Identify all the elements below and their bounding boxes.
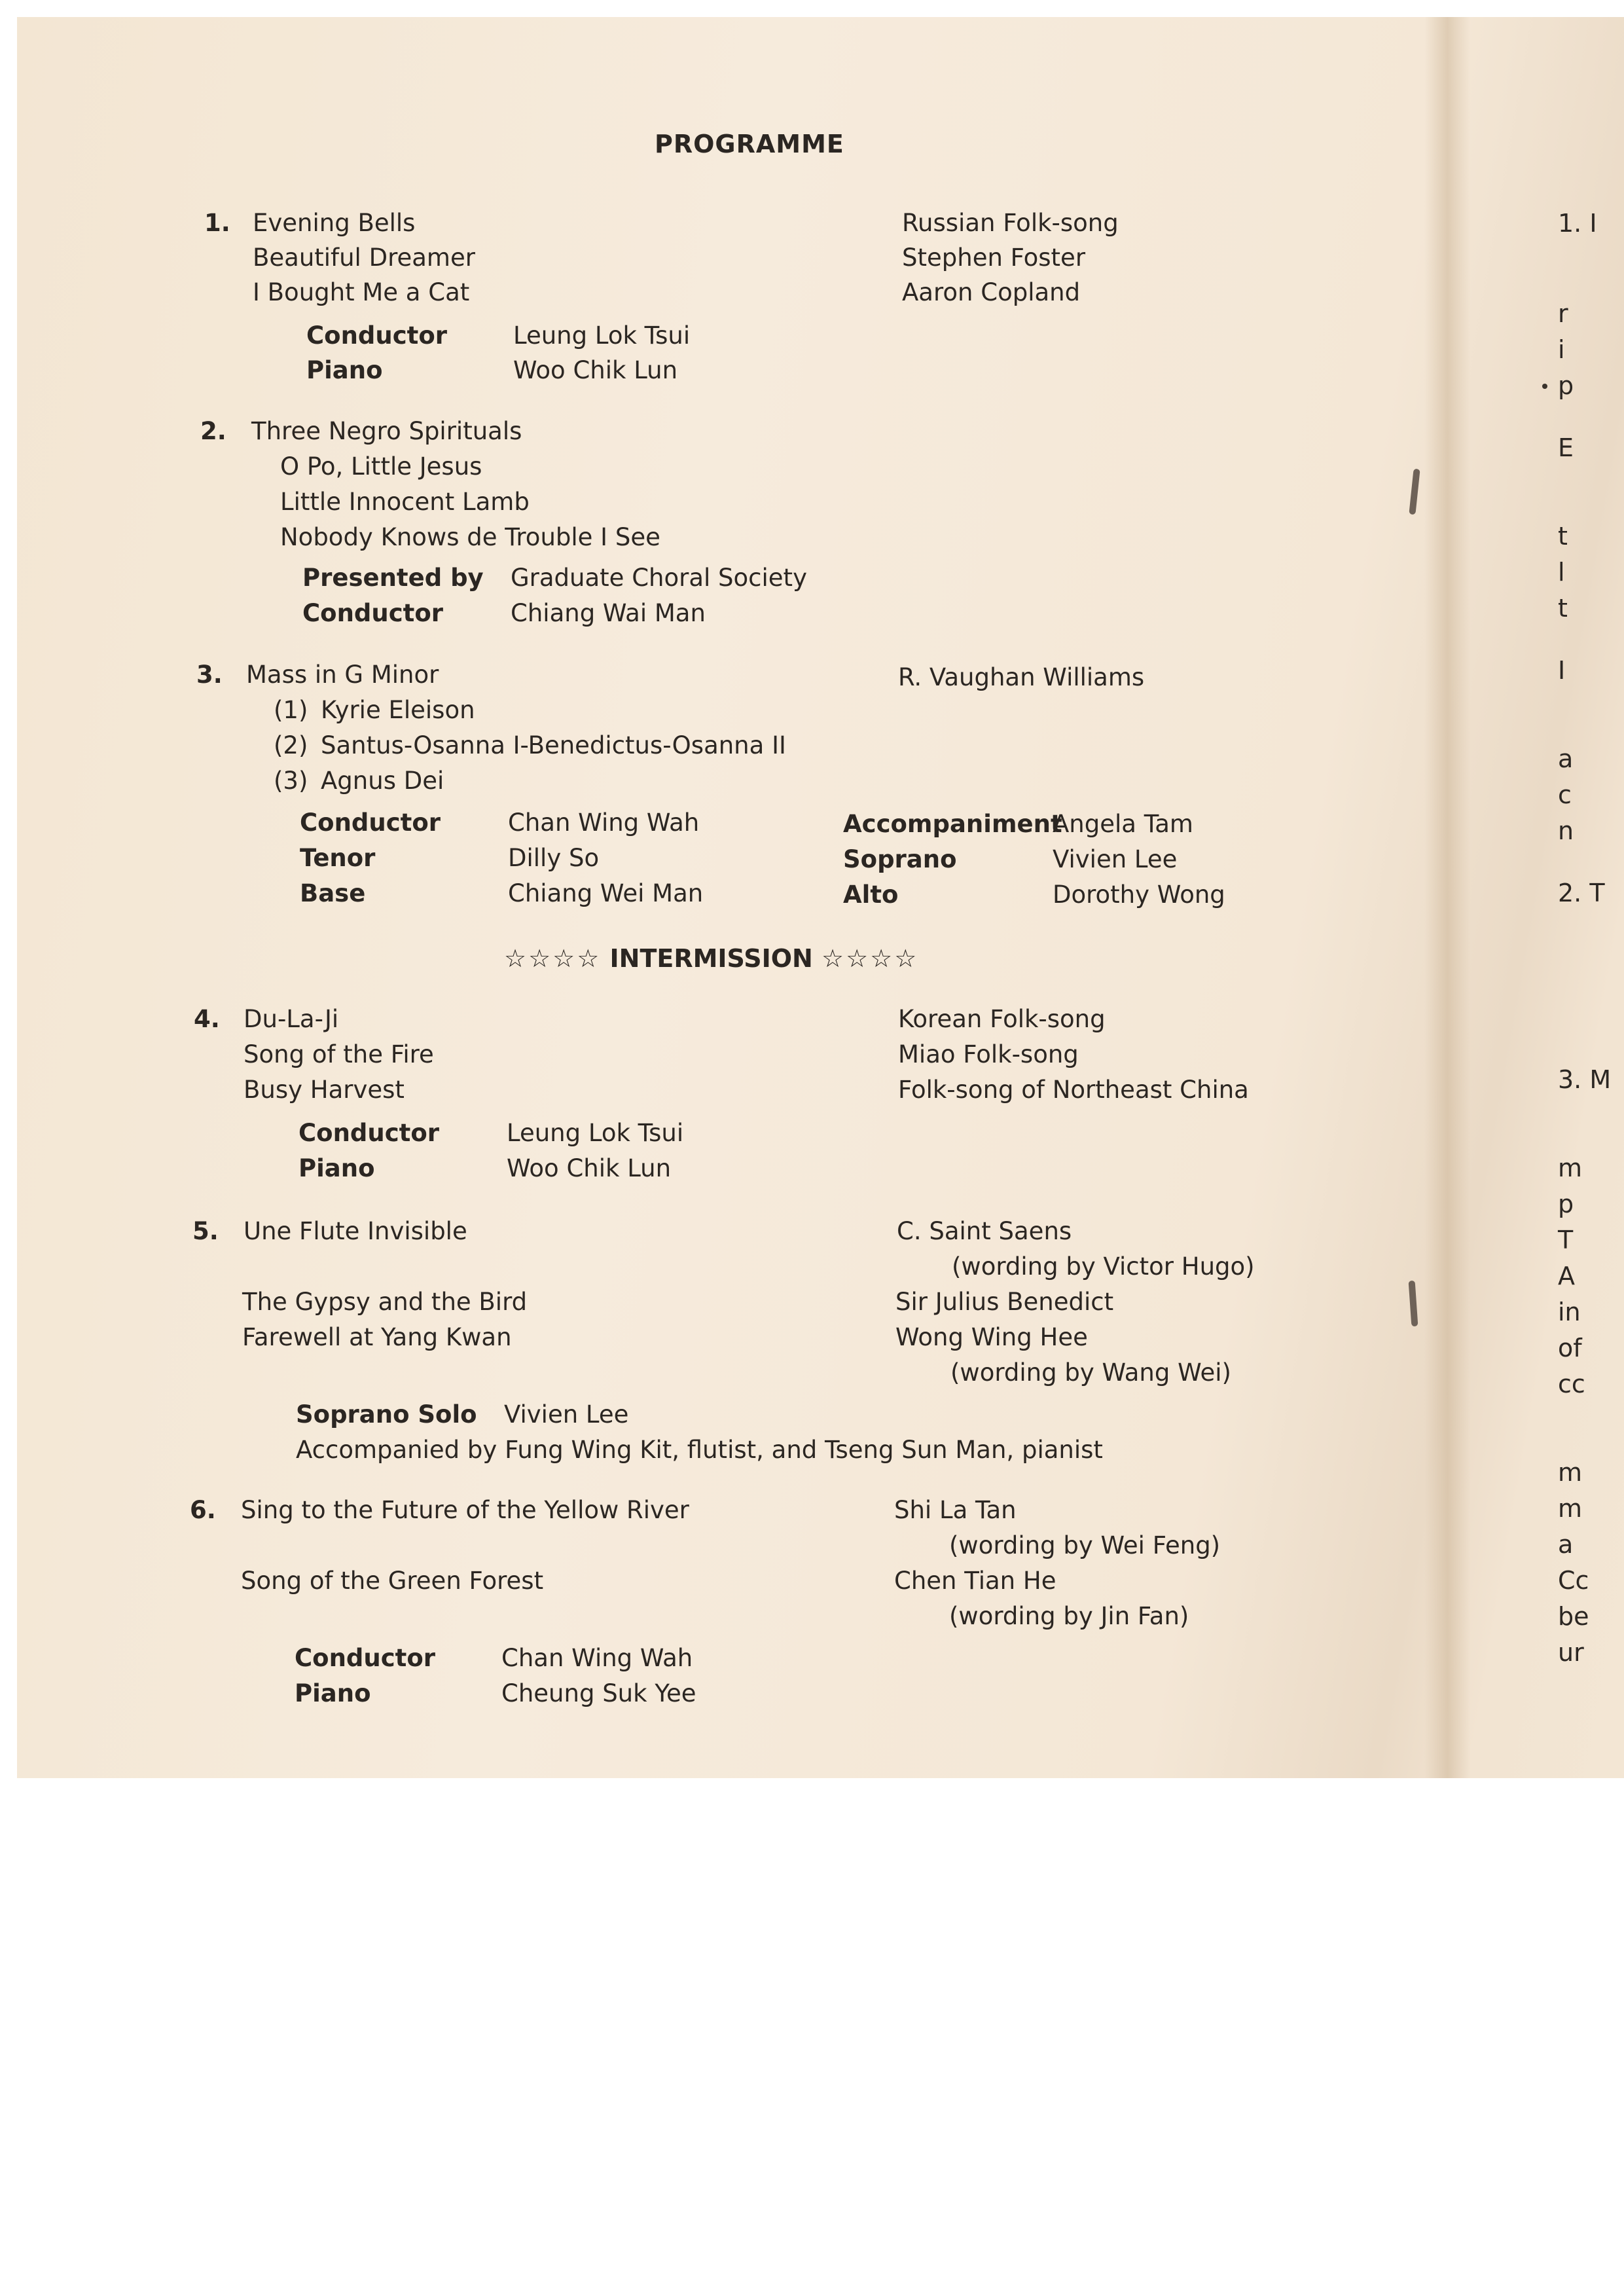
credit-name: Vivien Lee <box>504 1400 629 1429</box>
piece-title: O Po, Little Jesus <box>280 452 482 481</box>
item-number: 2. <box>200 417 226 445</box>
credit-name: Woo Chik Lun <box>507 1154 672 1182</box>
credit-name: Dilly So <box>508 844 600 872</box>
accompaniment-note: Accompanied by Fung Wing Kit, flutist, and Tseng Sun Man, pianist <box>296 1436 1103 1464</box>
edge-text-fragment: 1. I <box>1558 209 1597 238</box>
piece-wording: (wording by Wang Wei) <box>950 1358 1231 1387</box>
credit-role: Soprano Solo <box>296 1400 477 1429</box>
piece-composer: Korean Folk-song <box>898 1005 1106 1033</box>
credit-name: Dorothy Wong <box>1053 881 1225 909</box>
piece-composer: Folk-song of Northeast China <box>898 1076 1249 1104</box>
credit-role: Piano <box>306 356 383 384</box>
credit-role: Piano <box>295 1679 371 1707</box>
edge-text-fragment: I <box>1558 656 1566 685</box>
credit-role: Base <box>300 879 366 907</box>
edge-text-fragment: i <box>1558 335 1565 364</box>
page-title: PROGRAMME <box>655 130 844 158</box>
page-fold <box>1424 17 1470 1778</box>
intermission-label: INTERMISSION <box>609 944 813 973</box>
edge-text-fragment: E <box>1558 433 1574 462</box>
edge-text-fragment: ur <box>1558 1638 1584 1667</box>
star-icon: ☆☆☆☆ <box>821 944 919 973</box>
piece-composer: Russian Folk-song <box>902 209 1119 237</box>
edge-text-fragment: t <box>1558 594 1568 623</box>
credit-name: Woo Chik Lun <box>513 356 678 384</box>
credit-name: Chiang Wai Man <box>511 599 706 627</box>
credit-role: Conductor <box>295 1644 436 1672</box>
intermission-heading <box>504 944 918 973</box>
piece-title: Song of the Fire <box>244 1040 434 1068</box>
piece-composer: Shi La Tan <box>894 1496 1017 1524</box>
mass-part-number: (1) <box>274 696 308 724</box>
ink-dot <box>1542 384 1547 389</box>
edge-text-fragment: c <box>1558 780 1572 809</box>
credit-role: Alto <box>843 881 899 909</box>
piece-title: Une Flute Invisible <box>244 1217 467 1245</box>
item-number: 5. <box>192 1217 219 1245</box>
credit-name: Leung Lok Tsui <box>513 321 691 350</box>
credit-name: Leung Lok Tsui <box>507 1119 684 1147</box>
item-number: 4. <box>194 1005 220 1033</box>
mass-part: Kyrie Eleison <box>321 696 475 724</box>
credit-role: Piano <box>298 1154 375 1182</box>
piece-composer: Sir Julius Benedict <box>895 1288 1114 1316</box>
edge-text-fragment: in <box>1558 1298 1581 1326</box>
piece-title: Busy Harvest <box>244 1076 405 1104</box>
piece-composer: Stephen Foster <box>902 244 1086 272</box>
credit-role: Tenor <box>300 844 376 872</box>
edge-text-fragment: 2. T <box>1558 879 1605 907</box>
piece-title: I Bought Me a Cat <box>253 278 470 306</box>
mass-part: Santus-Osanna I-Benedictus-Osanna II <box>321 731 786 759</box>
mass-part-number: (2) <box>274 731 308 759</box>
mass-part: Agnus Dei <box>321 767 444 795</box>
credit-role: Accompaniment <box>843 810 1062 838</box>
credit-role: Soprano <box>843 845 957 873</box>
edge-text-fragment: m <box>1558 1154 1583 1182</box>
edge-text-fragment: A <box>1558 1262 1575 1290</box>
piece-composer: R. Vaughan Williams <box>898 663 1145 691</box>
item-number: 3. <box>196 661 223 689</box>
credit-name: Chan Wing Wah <box>508 809 700 837</box>
credit-role: Conductor <box>300 809 441 837</box>
credit-name: Chan Wing Wah <box>501 1644 693 1672</box>
piece-title: Song of the Green Forest <box>241 1567 544 1595</box>
piece-title: The Gypsy and the Bird <box>242 1288 528 1316</box>
piece-wording: (wording by Victor Hugo) <box>952 1252 1255 1281</box>
item-number: 1. <box>204 209 230 237</box>
edge-text-fragment: Cc <box>1558 1566 1589 1595</box>
piece-composer: Miao Folk-song <box>898 1040 1079 1068</box>
credit-name: Cheung Suk Yee <box>501 1679 696 1707</box>
edge-text-fragment: l <box>1558 558 1565 587</box>
item-number: 6. <box>190 1496 216 1524</box>
piece-title: Du-La-Ji <box>244 1005 339 1033</box>
mass-part-number: (3) <box>274 767 308 795</box>
piece-title: Evening Bells <box>253 209 416 237</box>
credit-role: Conductor <box>302 599 444 627</box>
piece-title: Sing to the Future of the Yellow River <box>241 1496 689 1524</box>
piece-wording: (wording by Jin Fan) <box>949 1602 1189 1630</box>
credit-name: Angela Tam <box>1053 810 1193 838</box>
piece-composer: Aaron Copland <box>902 278 1081 306</box>
credit-role: Conductor <box>298 1119 440 1147</box>
piece-wording: (wording by Wei Feng) <box>949 1531 1221 1559</box>
edge-text-fragment: be <box>1558 1602 1589 1631</box>
star-icon: ☆☆☆☆ <box>504 944 602 973</box>
edge-text-fragment: cc <box>1558 1370 1585 1398</box>
credit-name: Chiang Wei Man <box>508 879 704 907</box>
edge-text-fragment: m <box>1558 1458 1583 1487</box>
piece-title: Nobody Knows de Trouble I See <box>280 523 660 551</box>
credit-role: Presented by <box>302 564 484 592</box>
edge-text-fragment: a <box>1558 1530 1574 1559</box>
staple <box>1409 1281 1418 1327</box>
edge-text-fragment: 3. M <box>1558 1065 1612 1094</box>
piece-title: Farewell at Yang Kwan <box>242 1323 512 1351</box>
piece-title: Beautiful Dreamer <box>253 244 475 272</box>
edge-text-fragment: m <box>1558 1494 1583 1523</box>
piece-composer: C. Saint Saens <box>897 1217 1072 1245</box>
piece-composer: Wong Wing Hee <box>895 1323 1088 1351</box>
credit-name: Graduate Choral Society <box>511 564 807 592</box>
item-heading: Mass in G Minor <box>246 661 439 689</box>
edge-text-fragment: a <box>1558 744 1574 773</box>
edge-text-fragment: p <box>1558 371 1574 400</box>
item-heading: Three Negro Spirituals <box>251 417 522 445</box>
piece-title: Little Innocent Lamb <box>280 488 530 516</box>
edge-text-fragment: r <box>1558 299 1568 328</box>
edge-text-fragment: of <box>1558 1334 1582 1362</box>
credit-role: Conductor <box>306 321 448 350</box>
piece-composer: Chen Tian He <box>894 1567 1056 1595</box>
edge-text-fragment: p <box>1558 1190 1574 1218</box>
edge-text-fragment: n <box>1558 816 1574 845</box>
staple <box>1409 469 1420 515</box>
credit-name: Vivien Lee <box>1053 845 1178 873</box>
edge-text-fragment: T <box>1558 1226 1574 1254</box>
edge-text-fragment: t <box>1558 522 1568 551</box>
